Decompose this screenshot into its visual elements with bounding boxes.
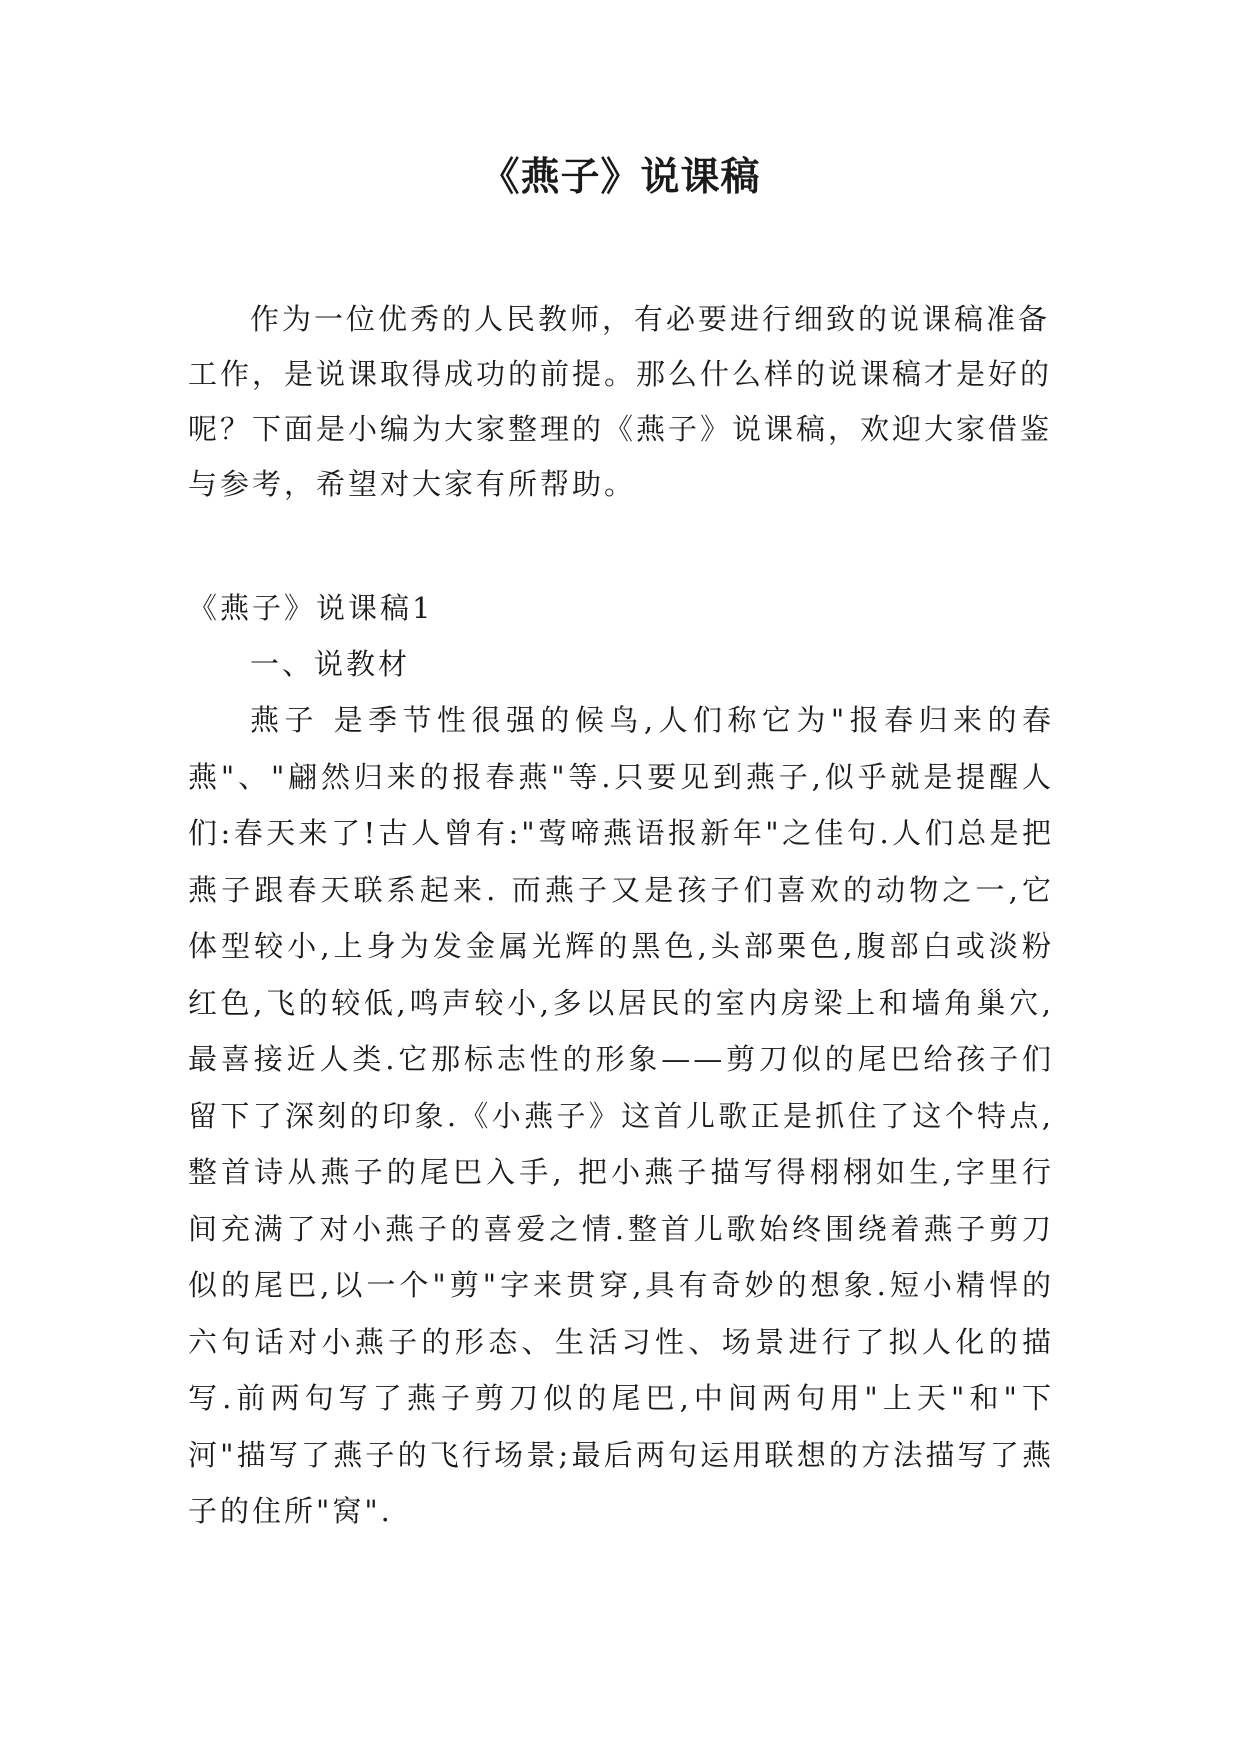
content-paragraph: 燕子 是季节性很强的候鸟,人们称它为"报春归来的春燕"、"翩然归来的报春燕"等.只要见到燕子,似乎就是提醒人们:春天来了!古人曾有:"莺啼燕语报新年"之佳句.人们总是把燕子跟春天联系起来. 而燕子又是孩子们喜欢的动物之一,它体型较小,上身为发金属光辉的黑色,头部栗色,腹部白或淡粉红色,飞的较低,鸣声较小,多以居民的室内房梁上和墙角巢穴,最喜接近人类.它那标志性的形象——剪刀似的尾巴给孩子们留下了深刻的印象.《小燕子》这首儿歌正是抓住了这个特点,整首诗从燕子的尾巴入手, 把小燕子描写得栩栩如生,字里行间充满了对小燕子的喜爱之情.整首儿歌始终围绕着燕子剪刀似的尾巴,以一个"剪"字来贯穿,具有奇妙的想象.短小精悍的六句话对小燕子的形态、生活习性、场景进行了拟人化的描写.前两句写了燕子剪刀似的尾巴,中间两句用"上天"和"下河"描写了燕子的飞行场景;最后两句运用联想的方法描写了燕子的住所"窝". — [188, 703, 1054, 1528]
intro-paragraph: 作为一位优秀的人民教师，有必要进行细致的说课稿准备工作，是说课取得成功的前提。那么什么样的说课稿才是好的呢？下面是小编为大家整理的《燕子》说课稿，欢迎大家借鉴与参考，希望对大家有所帮助。 — [188, 302, 1053, 501]
section-title: 《燕子》说课稿1 — [188, 591, 434, 625]
page-title: 《燕子》说课稿 — [480, 155, 761, 200]
sub-heading: 一、说教材 — [250, 647, 411, 681]
